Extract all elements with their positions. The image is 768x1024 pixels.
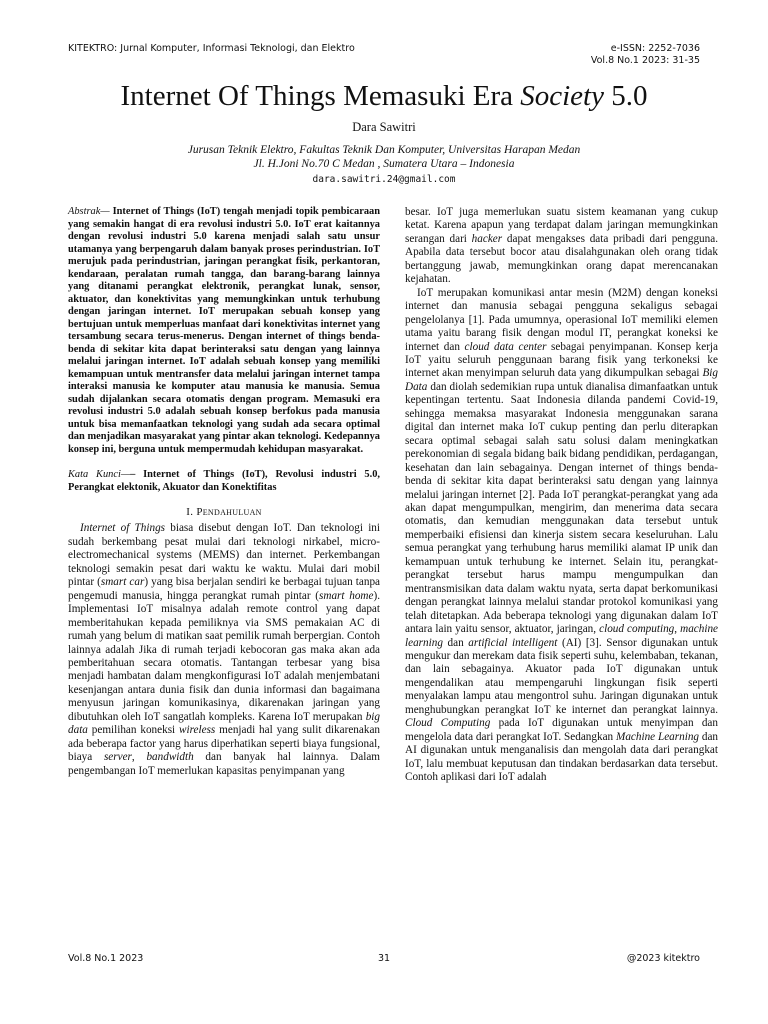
abstract <box>68 206 380 456</box>
abstract-label: Abstrak— <box>68 206 110 217</box>
text-run: dan diolah sedemikian rupa untuk dianalisa dimanfaatkan untuk kepentingan tertentu. Saat Indonesia dilanda pandemi Covid-19, sehingga memaksa masyarakat Indonesia menggunakan sarana digital dan internet maka IoT cukup penting dan perlu diterapkan secara optimal sebagai salah satu solusi dalam meningkatkan perekonomian di segala bidang baik bidang pendidikan, perdagangan, kesehatan dan lain sebagainya. Dengan internet of things benda-benda di sekitar kita dapat berinteraksi satu dengan yang lainnya melalui jaringan internet [2]. Pada IoT perangkat-perangkat yang ada akan dapat mengumpulkan, mengirim, dan menerima data secara otomatis, dan kemudian menggunakan data tersebut untuk memperbaiki efisiensi dan kinerja sistem secara keseluruhan. Lalu semua perangkat yang terhubung harus memiliki alamat IP unik dan kemampuan untuk terhubung ke internet. Selain itu, perangkat-perangkat tersebut harus mampu mengumpulkan dan mentransmisikan data dalam waktu nyata, serta dapat berkomunikasi dengan perangkat lainnya melalui standar protokol komunikasi yang telah ditetapkan. Ada beberapa teknologi yang digunakan dalam IoT antara lain yaitu sensor, aktuator, jaringan, <box>405 380 718 636</box>
keywords <box>68 469 380 494</box>
affiliation <box>40 143 728 171</box>
text-run: (AI) [3]. Sensor digunakan untuk mengukur dan merekam data fisik seperti suhu, kelembaban, tekanan, dan lain sebagainya. Akuator pada IoT digunakan untuk mengendalikan atau mempengaruhi lingkungan fisik seperti menyalakan lampu atau mengontrol suhu. Jaringan digunakan untuk menghubungkan perangkat IoT ke internet dan perangkat lainnya. <box>405 636 718 716</box>
italic-term: hacker <box>471 232 503 245</box>
italic-term: cloud computing <box>599 623 675 636</box>
affiliation-line-1: Jurusan Teknik Elektro, Fakultas Teknik Dan Komputer, Universitas Harapan Medan <box>187 144 581 156</box>
text-run: ) yang bisa berjalan sendiri ke berbagai tujuan tanpa pengemudi manusia, hingga perangkat rumah pintar ( <box>68 576 380 602</box>
text-run: pada IoT digunakan untuk menyimpan dan mengelola data dari perangkat IoT. Sedangkan <box>405 717 718 743</box>
title-end: 5.0 <box>603 80 648 112</box>
italic-term: bandwidth <box>146 751 194 764</box>
title-main: Internet Of Things Memasuki Era <box>120 80 521 112</box>
footer-volume: Vol.8 No.1 2023 <box>68 953 144 964</box>
text-run: dapat mengakses data pribadi dari pengguna. Apabila data tersebut bocor atau disalahgunakan oleh orang tidak bertanggung jawab, memungkinkan orang dapat merencanakan kejahatan. <box>405 232 718 286</box>
italic-term: Machine Learning <box>616 730 700 743</box>
section-number: I. <box>186 506 197 518</box>
title-italic: Society <box>520 80 604 112</box>
keywords-label: Kata Kunci— <box>68 469 131 480</box>
journal-name: KITEKTRO: Jurnal Komputer, Informasi Teknologi, dan Elektro <box>68 43 355 54</box>
intro-paragraph <box>68 522 380 778</box>
left-column <box>68 206 380 778</box>
section-title: Pendahuluan <box>196 506 262 518</box>
text-run: pemilihan koneksi <box>87 724 180 737</box>
text-run: IoT merupakan komunikasi antar mesin (M2M) dengan koneksi internet dan manusia sebagai pengguna sekaligus sebagai pengelolanya [1]. Pada umumnya, operasional IoT memiliki elemen utama yaitu barang fisik dengan modul IT, perangkat koneksi ke internet dan <box>405 286 718 353</box>
italic-term: smart car <box>100 576 145 589</box>
text-run: besar. IoT juga memerlukan suatu sistem keamanan yang cukup ketat. Karena apapun yang terdapat dalam jaringan memungkinkan serangan dari <box>405 206 718 245</box>
right-column <box>405 206 718 784</box>
text-run: , <box>131 751 147 764</box>
author-email: dara.sawitri.24@gmail.com <box>312 174 456 185</box>
text-run: dan banyak hal lainnya. Dalam pengembangan IoT memerlukan kapasitas penyimpanan yang <box>68 751 380 777</box>
section-heading <box>68 506 380 519</box>
paper-title <box>40 78 728 114</box>
text-run: dan <box>442 636 469 649</box>
italic-term: machine learning <box>405 623 719 649</box>
italic-term: wireless <box>179 724 216 737</box>
body-paragraph-1 <box>405 206 718 287</box>
italic-term: Cloud Computing <box>405 717 491 730</box>
italic-term: server <box>103 751 132 764</box>
footer-copyright: @2023 kitektro <box>626 953 700 964</box>
running-header <box>68 43 700 73</box>
text-run: sebagai penyimpanan. Konsep kerja IoT yaitu seluruh penggunaan barang fisik yang terkoneksi ke internet akan menyimpan seluruh data yang dikumpulkan sebagai <box>405 340 718 380</box>
text-run: biasa disebut dengan IoT. Dan teknologi ini sudah berkembang pesat mulai dari teknologi nirkabel, micro-electromechanical systems (MEMS) dan internet. Perkembangan teknologi semakin pesat dari waktu ke waktu. Mulai dari mobil pintar ( <box>68 522 380 589</box>
italic-term: artificial intelligent <box>468 636 558 649</box>
text-run: , <box>674 623 681 636</box>
text-run: menjadi hal yang sulit dikarenakan ada beberapa factor yang harus diperhatikan seperti biaya fungsional, biaya <box>68 724 381 764</box>
keywords-text: – Internet of Things (IoT), Revolusi industri 5.0, Perangkat elektonik, Akuator dan Konektifitas <box>68 469 380 493</box>
page-number: 31 <box>377 953 391 964</box>
affiliation-line-2: Jl. H.Joni No.70 C Medan , Sumatera Utara – Indonesia <box>253 158 515 170</box>
body-paragraph-2 <box>405 287 718 785</box>
italic-term: Internet of Things <box>80 522 166 535</box>
italic-term: cloud data center <box>464 340 547 353</box>
author-name: Dara Sawitri <box>352 120 416 134</box>
italic-term: smart home <box>319 589 374 602</box>
text-run: ). Implementasi IoT misalnya adalah remote control yang dapat memberitahukan kepada pemiliknya via SMS pemakaian AC di rumah yang belum di matikan saat pemilik rumah berpergian. Contoh lainnya adalah Jika di rumah terjadi kebocoran gas maka akan ada pemberitahuan secara otomatis. Tantangan terbesar yang bisa menjadi hambatan dalam mengkonfigurasi IoT adalah menjembatani kesenjangan antara dunia fisik dan dunia informasi dan bagaimana menyusun jaringan komunikasinya, dikarenakan jaringan yang dibutuhkan oleh IoT sangatlah kompleks. Karena IoT merupakan <box>68 589 380 723</box>
text-run: dan AI digunakan untuk menganalisis dan mengolah data dari perangkat IoT, lalu membuat keputusan dan tindakan berdasarkan data tersebut. Contoh aplikasi dari IoT adalah <box>405 730 719 784</box>
abstract-text: Internet of Things (IoT) tengah menjadi topik pembicaraan yang semakin hangat di era revolusi industri 5.0. IoT erat kaitannya dengan revolusi industri 5.0 karena menjadi salah satu unsur utamanya yang berpengaruh dalam banyak proses perindustrian. IoT merujuk pada perindustrian, jaringan perangkat fisik, perkantoran, kendaraan, peralatan rumah tangga, dan barang-barang lainnya yang ditanami perangkat elektronik, perangkat lunak, sensor, aktuator, dan konektivitas yang memungkinkan untuk terhubung dengan jaringan internet. IoT merupakan sebuah konsep yang bertujuan untuk memperluas manfaat dari konektivitas internet yang tersambung secara terus-menerus. Dengan internet of things benda-benda di sekitar kita dapat berinteraksi satu dengan yang lainnya melalui jaringan internet. IoT adalah sebuah konsep yang memiliki kemampuan untuk mentransfer data melalui jaringan internet tampa interaksi manusia ke komputer atau manusia ke manusia. Semua sudah dijalankan secara otomatis dengan program. Memasuki era revolusi industri 5.0 adalah sebuah konsep berfokus pada manusia untuk bisa memanfaatkan teknologi yang sudah ada secara optimal dan menjadikan masyarakat yang pintar akan teknologi. Kedepannya konsep ini, berguna untuk mempermudah kehidupan masyarakat. <box>68 206 380 455</box>
italic-term: big data <box>68 710 380 737</box>
volume-pages: Vol.8 No.1 2023: 31-35 <box>590 55 700 66</box>
issn-volume <box>591 43 700 67</box>
italic-term: Big Data <box>405 367 718 393</box>
issn: e-ISSN: 2252-7036 <box>610 43 700 54</box>
